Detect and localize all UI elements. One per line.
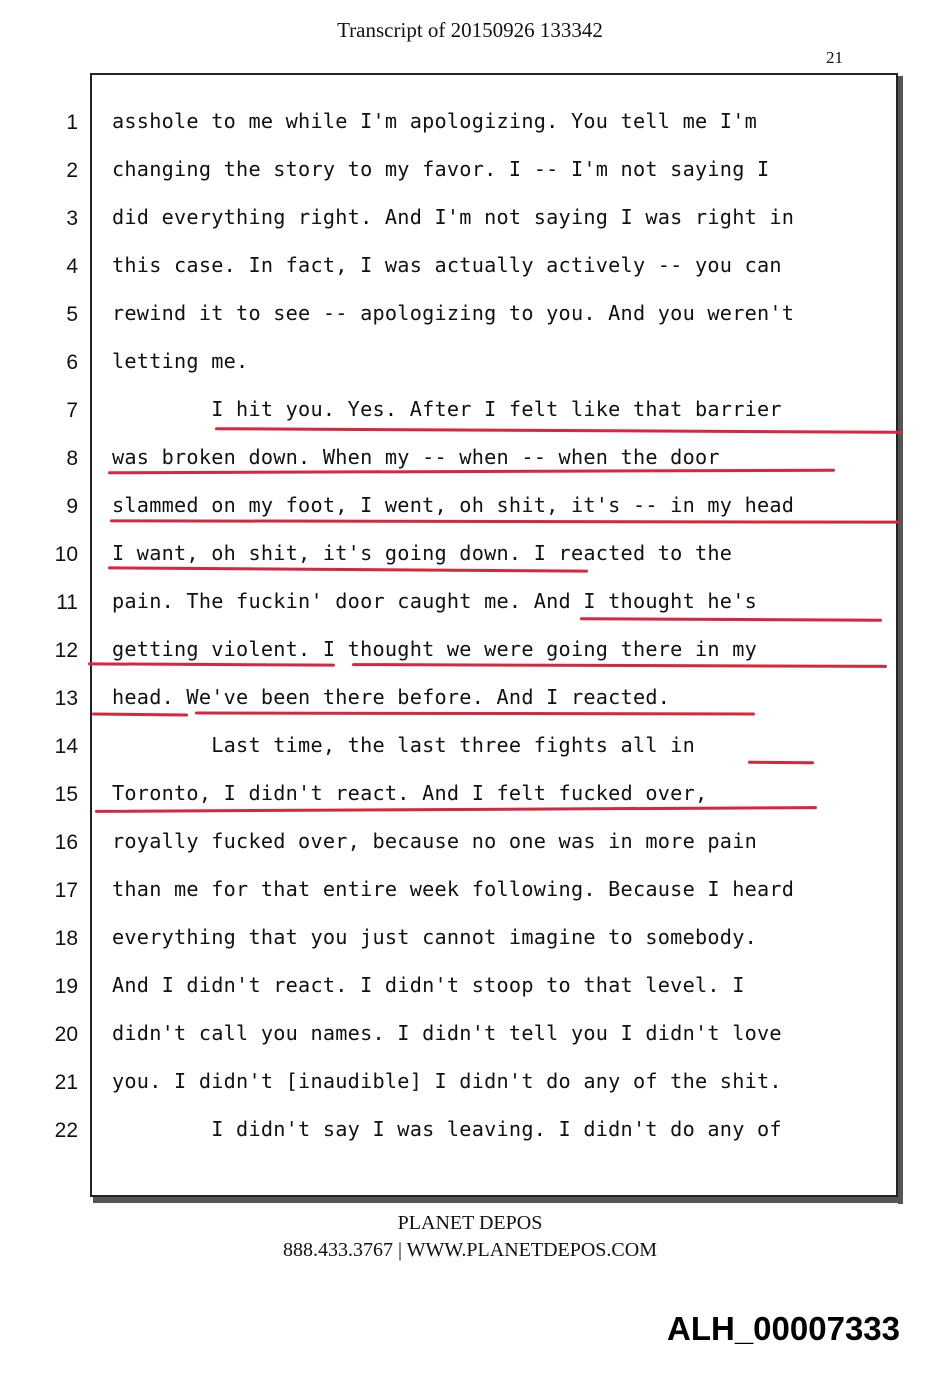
transcript-line-text: I didn't say I was leaving. I didn't do any of — [112, 1117, 782, 1141]
transcript-line-text: slammed on my foot, I went, oh shit, it's -- in my head — [112, 493, 795, 517]
transcript-line-text: asshole to me while I'm apologizing. You tell me I'm — [112, 109, 758, 133]
line-number: 15 — [54, 783, 78, 806]
annotation-underline — [748, 761, 814, 764]
transcript-line-text: this case. In fact, I was actually actively -- you can — [112, 253, 782, 277]
line-number: 6 — [66, 351, 78, 374]
transcript-line-text: royally fucked over, because no one was in more pain — [112, 829, 758, 853]
footer-contact: 888.433.3767 | WWW.PLANETDEPOS.COM — [282, 1239, 657, 1261]
footer-company: PLANET DEPOS — [397, 1212, 543, 1234]
transcript-line-text: did everything right. And I'm not saying I was right in — [112, 205, 795, 229]
line-number: 10 — [54, 543, 78, 566]
transcript-line-text: And I didn't react. I didn't stoop to that level. I — [112, 973, 745, 997]
line-number: 5 — [66, 303, 78, 326]
line-number: 11 — [56, 591, 78, 614]
transcript-line-text: head. We've been there before. And I reacted. — [112, 685, 671, 709]
transcript-line-text: than me for that entire week following. Because I heard — [112, 877, 795, 901]
transcript-line-text: Toronto, I didn't react. And I felt fucked over, — [112, 781, 708, 805]
transcript-line-text: getting violent. I thought we were going there in my — [112, 637, 758, 661]
transcript-line-text: was broken down. When my -- when -- when the door — [112, 445, 720, 469]
line-number: 14 — [54, 735, 78, 758]
transcript-title: Transcript of 20150926 133342 — [337, 18, 603, 42]
transcript-line-text: I hit you. Yes. After I felt like that barrier — [112, 397, 782, 421]
line-number: 3 — [66, 207, 78, 230]
bates-number: ALH_00007333 — [667, 1310, 900, 1347]
transcript-line-text: pain. The fuckin' door caught me. And I thought he's — [112, 589, 758, 613]
page-number: 21 — [826, 48, 843, 67]
line-number: 16 — [54, 831, 78, 854]
line-number: 20 — [54, 1023, 78, 1046]
line-number: 1 — [66, 111, 78, 134]
line-number: 2 — [66, 159, 78, 182]
line-number: 21 — [54, 1071, 78, 1094]
transcript-line-text: didn't call you names. I didn't tell you I didn't love — [112, 1021, 782, 1045]
line-number: 17 — [54, 879, 78, 902]
line-number: 7 — [66, 399, 78, 422]
line-number: 9 — [66, 495, 78, 518]
transcript-line-text: Last time, the last three fights all in — [112, 733, 695, 757]
line-number: 4 — [66, 255, 78, 278]
line-number: 12 — [54, 639, 78, 662]
line-number: 13 — [54, 687, 78, 710]
line-number: 22 — [54, 1119, 78, 1142]
frame-shadow-right — [898, 76, 903, 1204]
transcript-line-text: letting me. — [112, 349, 249, 373]
line-number: 18 — [54, 927, 78, 950]
transcript-line-text: rewind it to see -- apologizing to you. And you weren't — [112, 301, 795, 325]
frame-shadow-bottom — [93, 1197, 903, 1203]
transcript-line-text: changing the story to my favor. I -- I'm not saying I — [112, 157, 770, 181]
transcript-line-text: everything that you just cannot imagine to somebody. — [112, 925, 758, 949]
transcript-line-text: I want, oh shit, it's going down. I reacted to the — [112, 541, 733, 565]
line-number: 19 — [54, 975, 78, 998]
transcript-line-text: you. I didn't [inaudible] I didn't do any of the shit. — [112, 1069, 782, 1093]
line-number: 8 — [66, 447, 78, 470]
